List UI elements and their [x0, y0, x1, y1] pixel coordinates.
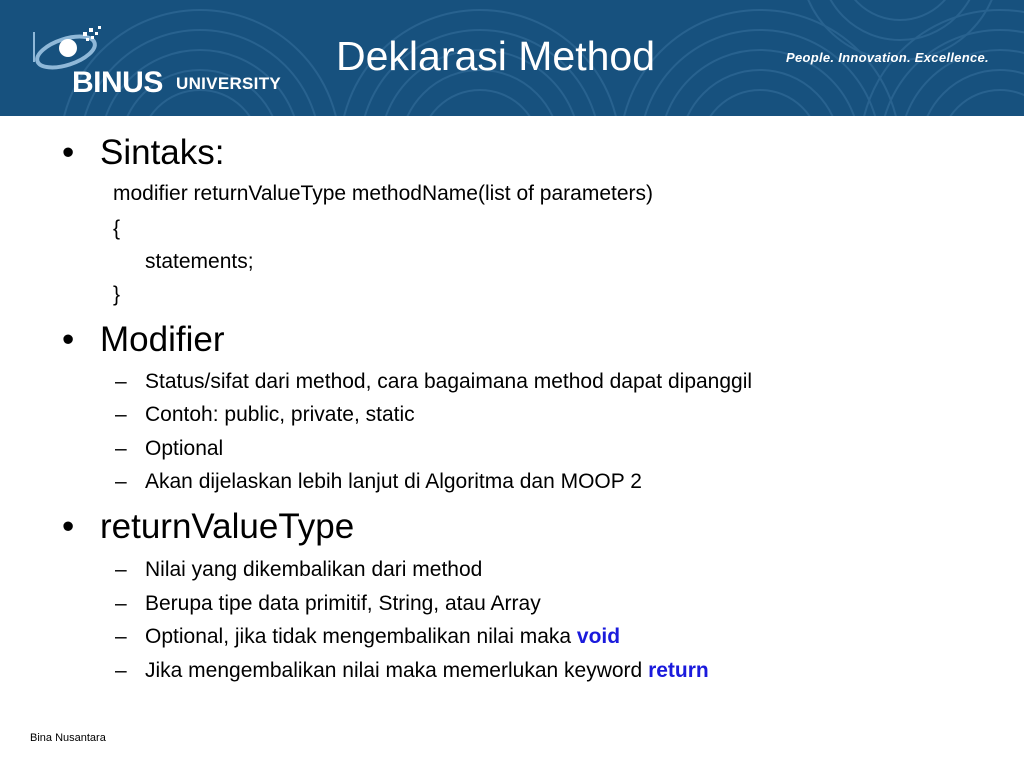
list-item: Status/sifat dari method, cara bagaimana method dapat dipanggil [145, 370, 753, 393]
dash-icon: – [115, 659, 127, 682]
list-item [145, 658, 709, 684]
list-item-text: Optional, jika tidak mengembalikan nilai maka [145, 625, 572, 648]
dash-icon: – [115, 625, 127, 648]
dash-icon: – [115, 403, 127, 426]
tagline: People. Innovation. Excellence. [786, 50, 989, 65]
code-signature: modifier returnValueType methodName(list of parameters) [113, 182, 654, 205]
footer-text: Bina Nusantara [30, 732, 106, 744]
heading-return-type: returnValueType [100, 507, 355, 546]
bullet-icon: • [62, 133, 75, 172]
dash-icon: – [115, 437, 127, 460]
code-body: statements; [145, 250, 254, 273]
dash-icon: – [115, 558, 127, 581]
bullet-icon: • [62, 320, 75, 359]
keyword-return: return [648, 659, 709, 682]
list-item [145, 624, 620, 650]
list-item: Contoh: public, private, static [145, 403, 415, 426]
logo-subtitle: UNIVERSITY [176, 74, 282, 93]
dash-icon: – [115, 370, 127, 393]
heading-modifier: Modifier [100, 320, 225, 359]
list-item: Akan dijelaskan lebih lanjut di Algoritma dan MOOP 2 [145, 470, 642, 493]
slide-title: Deklarasi Method [336, 33, 656, 79]
list-item: Nilai yang dikembalikan dari method [145, 558, 483, 581]
code-close-brace: } [113, 283, 121, 306]
dash-icon: – [115, 592, 127, 615]
list-item-text: Jika mengembalikan nilai maka memerlukan keyword [145, 659, 643, 682]
list-item: Optional [145, 437, 224, 460]
list-item: Berupa tipe data primitif, String, atau Array [145, 592, 541, 615]
bullet-icon: • [62, 507, 75, 546]
heading-sintaks: Sintaks: [100, 133, 225, 172]
logo-wordmark: BINUS [72, 66, 163, 99]
dash-icon: – [115, 470, 127, 493]
code-open-brace: { [113, 217, 121, 240]
keyword-void: void [576, 625, 621, 648]
